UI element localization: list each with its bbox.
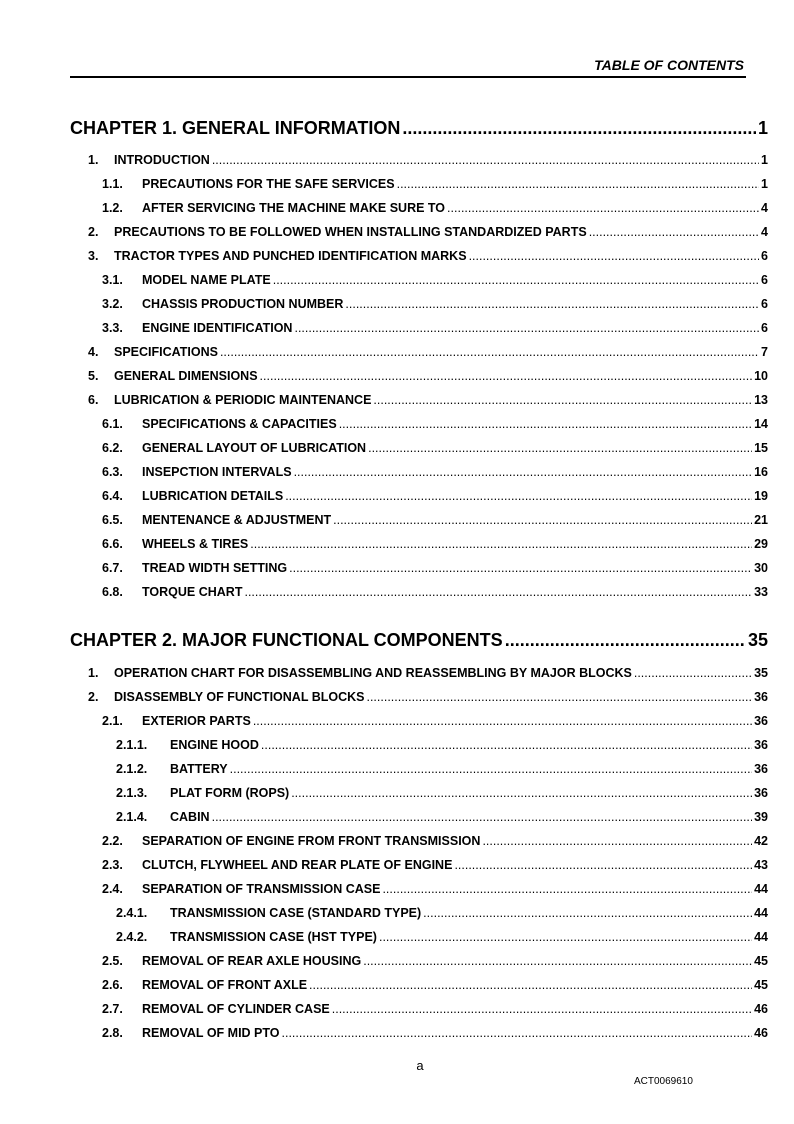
toc-entry-title: LUBRICATION & PERIODIC MAINTENANCE <box>114 393 372 407</box>
toc-entry-number: 1. <box>88 153 99 167</box>
toc-entry[interactable] <box>0 954 768 968</box>
toc-entry-page: 10 <box>754 369 768 383</box>
dot-leader <box>285 489 752 503</box>
toc-entry-number: 6.6. <box>102 537 123 551</box>
toc-entry-title: EXTERIOR PARTS <box>142 714 251 728</box>
toc-entry[interactable] <box>0 393 768 407</box>
chapter-page: 35 <box>747 630 768 650</box>
dot-leader <box>363 954 752 968</box>
toc-entry-title: AFTER SERVICING THE MACHINE MAKE SURE TO <box>142 201 446 215</box>
toc-entry-number: 2.3. <box>102 858 123 872</box>
toc-entry[interactable] <box>0 786 768 800</box>
dot-leader <box>289 561 752 575</box>
toc-entry[interactable] <box>0 666 768 680</box>
toc-entry-title: SEPARATION OF TRANSMISSION CASE <box>142 882 381 896</box>
toc-entry[interactable] <box>0 441 768 455</box>
toc-entry-page: 1 <box>761 153 768 167</box>
toc-entry-title: ENGINE IDENTIFICATION <box>142 321 293 335</box>
dot-leader <box>382 882 752 896</box>
dot-leader <box>454 858 752 872</box>
toc-entry-page: 36 <box>754 738 768 752</box>
toc-entry-number: 2.2. <box>102 834 123 848</box>
toc-entry-title: WHEELS & TIRES <box>142 537 249 551</box>
toc-entry-page: 43 <box>754 858 768 872</box>
toc-entry-title: SPECIFICATIONS & CAPACITIES <box>142 417 337 431</box>
toc-entry-number: 6.7. <box>102 561 123 575</box>
toc-entry-page: 33 <box>754 585 768 599</box>
toc-entry-title: REMOVAL OF CYLINDER CASE <box>142 1002 330 1016</box>
toc-entry-title: TRACTOR TYPES AND PUNCHED IDENTIFICATION MARKS <box>114 249 467 263</box>
dot-leader <box>261 738 752 752</box>
toc-entry[interactable] <box>0 882 768 896</box>
toc-entry[interactable] <box>0 906 768 920</box>
toc-entry-number: 2.5. <box>102 954 123 968</box>
toc-entry-title: REMOVAL OF REAR AXLE HOUSING <box>142 954 362 968</box>
dot-leader <box>339 417 752 431</box>
toc-entry-page: 13 <box>754 393 768 407</box>
dot-leader <box>250 537 752 551</box>
toc-entry-page: 35 <box>754 666 768 680</box>
toc-entry[interactable] <box>0 153 768 167</box>
toc-entry-page: 45 <box>754 978 768 992</box>
toc-entry[interactable] <box>0 489 768 503</box>
dot-leader <box>366 690 752 704</box>
toc-entry-number: 6.3. <box>102 465 123 479</box>
toc-entry-page: 6 <box>761 321 768 335</box>
dot-leader <box>373 393 752 407</box>
toc-entry-page: 36 <box>754 714 768 728</box>
dot-leader <box>505 630 746 651</box>
chapter-title: CHAPTER 2. MAJOR FUNCTIONAL COMPONENTS <box>70 630 503 650</box>
dot-leader <box>244 585 752 599</box>
toc-entry[interactable] <box>0 201 768 215</box>
dot-leader <box>220 345 759 359</box>
toc-entry-number: 6.5. <box>102 513 123 527</box>
toc-entry-page: 4 <box>761 201 768 215</box>
toc-entry-number: 2.1.3. <box>116 786 148 800</box>
toc-entry-title: CABIN <box>170 810 210 824</box>
toc-entry-title: TREAD WIDTH SETTING <box>142 561 288 575</box>
toc-entry-title: PLAT FORM (ROPS) <box>170 786 290 800</box>
toc-entry-page: 4 <box>761 225 768 239</box>
toc-entry[interactable] <box>0 738 768 752</box>
toc-entry-number: 4. <box>88 345 99 359</box>
dot-leader <box>309 978 752 992</box>
toc-entry-page: 6 <box>761 273 768 287</box>
toc-entry-number: 6.2. <box>102 441 123 455</box>
toc-entry-number: 2.1. <box>102 714 123 728</box>
toc-entry[interactable] <box>0 561 768 575</box>
dot-leader <box>294 321 759 335</box>
toc-entry[interactable] <box>0 321 768 335</box>
toc-entry[interactable] <box>0 177 768 191</box>
footer-doc-code: ACT0069610 <box>634 1076 693 1087</box>
toc-entry-page: 36 <box>754 762 768 776</box>
dot-leader <box>230 762 752 776</box>
toc-entry-title: DISASSEMBLY OF FUNCTIONAL BLOCKS <box>114 690 365 704</box>
toc-entry-title: SEPARATION OF ENGINE FROM FRONT TRANSMISSION <box>142 834 481 848</box>
toc-entry-number: 3.2. <box>102 297 123 311</box>
dot-leader <box>260 369 753 383</box>
toc-entry-title: TORQUE CHART <box>142 585 243 599</box>
toc-entry-title: REMOVAL OF MID PTO <box>142 1026 280 1040</box>
toc-entry[interactable] <box>0 858 768 872</box>
dot-leader <box>634 666 752 680</box>
toc-entry-number: 2.1.4. <box>116 810 148 824</box>
toc-entry-number: 2. <box>88 690 99 704</box>
toc-entry[interactable] <box>0 513 768 527</box>
toc-entry-number: 2.4.1. <box>116 906 148 920</box>
toc-entry-number: 1. <box>88 666 99 680</box>
dot-leader <box>345 297 759 311</box>
dot-leader <box>482 834 752 848</box>
toc-entry-page: 29 <box>754 537 768 551</box>
toc-entry[interactable] <box>0 225 768 239</box>
dot-leader <box>368 441 752 455</box>
toc-entry-page: 45 <box>754 954 768 968</box>
toc-entry[interactable] <box>0 585 768 599</box>
toc-entry-number: 3.3. <box>102 321 123 335</box>
toc-entry-page: 46 <box>754 1002 768 1016</box>
toc-entry-page: 6 <box>761 249 768 263</box>
toc-entry-page: 14 <box>754 417 768 431</box>
toc-entry-number: 1.1. <box>102 177 123 191</box>
toc-entry[interactable] <box>0 1002 768 1016</box>
toc-entry-page: 6 <box>761 297 768 311</box>
toc-entry-title: PRECAUTIONS FOR THE SAFE SERVICES <box>142 177 395 191</box>
toc-entry-page: 19 <box>754 489 768 503</box>
toc-entry-page: 36 <box>754 786 768 800</box>
toc-entry-number: 6.1. <box>102 417 123 431</box>
dot-leader <box>294 465 753 479</box>
toc-entry-number: 1.2. <box>102 201 123 215</box>
chapter-heading[interactable] <box>70 630 768 651</box>
toc-entry-number: 2.6. <box>102 978 123 992</box>
dot-leader <box>282 1026 753 1040</box>
toc-entry[interactable] <box>0 714 768 728</box>
toc-entry-title: ENGINE HOOD <box>170 738 259 752</box>
dot-leader <box>379 930 752 944</box>
dot-leader <box>397 177 759 191</box>
toc-entry[interactable] <box>0 1026 768 1040</box>
dot-leader <box>253 714 752 728</box>
toc-entry-title: MENTENANCE & ADJUSTMENT <box>142 513 332 527</box>
toc-entry[interactable] <box>0 345 768 359</box>
toc-entry-title: REMOVAL OF FRONT AXLE <box>142 978 308 992</box>
dot-leader <box>332 1002 752 1016</box>
toc-entry-page: 21 <box>754 513 768 527</box>
toc-entry-page: 1 <box>761 177 768 191</box>
footer-page-label: a <box>416 1058 424 1073</box>
toc-entry[interactable] <box>0 834 768 848</box>
toc-entry[interactable] <box>0 297 768 311</box>
toc-entry[interactable] <box>0 978 768 992</box>
toc-entry-number: 2.7. <box>102 1002 123 1016</box>
toc-entry-page: 46 <box>754 1026 768 1040</box>
toc-entry[interactable] <box>0 690 768 704</box>
toc-entry-title: PRECAUTIONS TO BE FOLLOWED WHEN INSTALLING STANDARDIZED PARTS <box>114 225 587 239</box>
toc-entry-title: SPECIFICATIONS <box>114 345 218 359</box>
dot-leader <box>212 810 753 824</box>
header-rule <box>70 76 746 78</box>
toc-entry-number: 3.1. <box>102 273 123 287</box>
toc-entry-number: 6. <box>88 393 99 407</box>
header-title: TABLE OF CONTENTS <box>594 57 744 73</box>
toc-entry[interactable] <box>0 465 768 479</box>
toc-entry-page: 16 <box>754 465 768 479</box>
toc-entry[interactable] <box>0 417 768 431</box>
toc-entry-page: 44 <box>754 906 768 920</box>
toc-entry[interactable] <box>0 537 768 551</box>
chapter-page: 1 <box>757 118 768 138</box>
toc-entry-page: 44 <box>754 882 768 896</box>
toc-entry-page: 36 <box>754 690 768 704</box>
toc-entry-page: 30 <box>754 561 768 575</box>
toc-entry-title: INTRODUCTION <box>114 153 210 167</box>
toc-entry-title: TRANSMISSION CASE (STANDARD TYPE) <box>170 906 422 920</box>
toc-entry[interactable] <box>0 273 768 287</box>
toc-entry[interactable] <box>0 930 768 944</box>
dot-leader <box>469 249 759 263</box>
toc-entry[interactable] <box>0 369 768 383</box>
toc-entry-title: CLUTCH, FLYWHEEL AND REAR PLATE OF ENGINE <box>142 858 453 872</box>
toc-entry-number: 2.4.2. <box>116 930 148 944</box>
dot-leader <box>212 153 759 167</box>
toc-entry-page: 44 <box>754 930 768 944</box>
toc-entry-title: OPERATION CHART FOR DISASSEMBLING AND REASSEMBLING BY MAJOR BLOCKS <box>114 666 632 680</box>
toc-entry[interactable] <box>0 810 768 824</box>
toc-entry-number: 2.4. <box>102 882 123 896</box>
chapter-heading[interactable] <box>70 118 768 139</box>
dot-leader <box>589 225 759 239</box>
toc-entry[interactable] <box>0 762 768 776</box>
dot-leader <box>273 273 759 287</box>
dot-leader <box>402 118 756 139</box>
toc-entry-title: GENERAL LAYOUT OF LUBRICATION <box>142 441 367 455</box>
toc-entry-page: 15 <box>754 441 768 455</box>
toc-entry-title: LUBRICATION DETAILS <box>142 489 284 503</box>
toc-entry-title: TRANSMISSION CASE (HST TYPE) <box>170 930 377 944</box>
toc-entry-title: GENERAL DIMENSIONS <box>114 369 258 383</box>
dot-leader <box>291 786 752 800</box>
toc-entry-number: 5. <box>88 369 99 383</box>
toc-entry-title: MODEL NAME PLATE <box>142 273 271 287</box>
chapter-title: CHAPTER 1. GENERAL INFORMATION <box>70 118 401 138</box>
toc-entry-title: INSEPCTION INTERVALS <box>142 465 292 479</box>
toc-entry-number: 2. <box>88 225 99 239</box>
toc-entry-page: 39 <box>754 810 768 824</box>
toc-entry-number: 2.1.2. <box>116 762 148 776</box>
dot-leader <box>333 513 752 527</box>
toc-entry-title: BATTERY <box>170 762 228 776</box>
toc-entry[interactable] <box>0 249 768 263</box>
toc-entry-page: 42 <box>754 834 768 848</box>
toc-entry-number: 2.8. <box>102 1026 123 1040</box>
toc-entry-number: 2.1.1. <box>116 738 148 752</box>
toc-entry-number: 3. <box>88 249 99 263</box>
toc-entry-page: 7 <box>761 345 768 359</box>
toc-entry-number: 6.8. <box>102 585 123 599</box>
toc-entry-title: CHASSIS PRODUCTION NUMBER <box>142 297 344 311</box>
toc-entry-number: 6.4. <box>102 489 123 503</box>
dot-leader <box>447 201 759 215</box>
dot-leader <box>423 906 752 920</box>
